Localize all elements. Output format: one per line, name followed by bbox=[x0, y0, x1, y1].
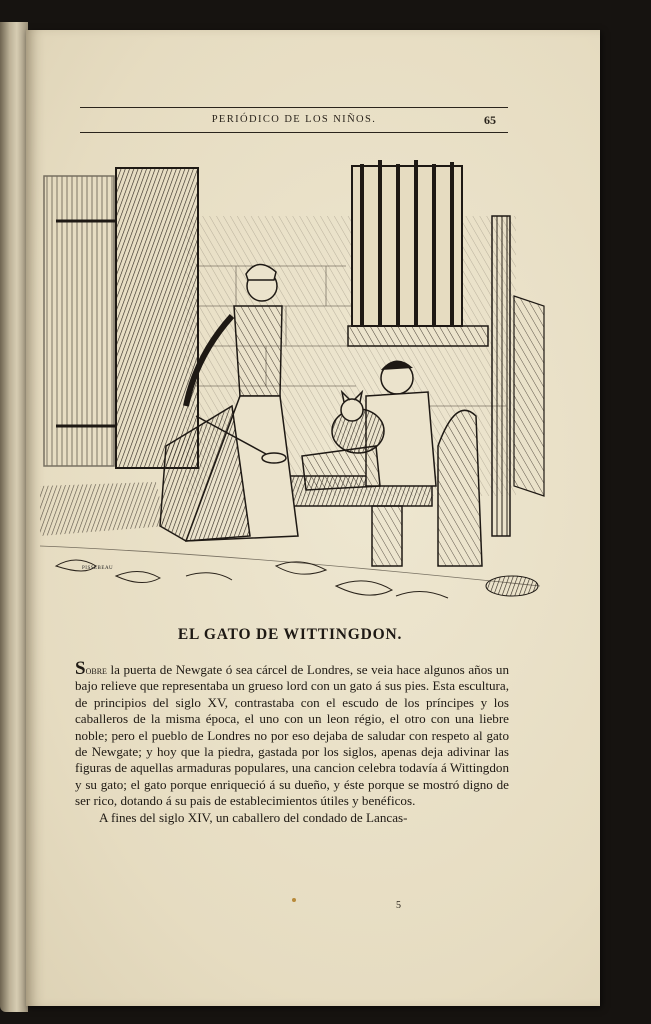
paragraph-1-text: la puerta de Newgate ó sea cárcel de Londres, se veia hace algunos años un bajo relieve que representaba un grueso lord con un gato á sus pies. Esta escultura, de principios del siglo XV, contrastaba con el escudo de los príncipes y los caballeros de la misma época, el uno con un leon régio, el otro con una liebre noble; pero el pueblo de Londres no por eso dejaba de saludar con respeto al gato de Newgate; y hoy que la piedra, gastada por los siglos, apenas deja adivinar las figuras de aquellas armaduras populares, una cancion celebra todavía á Wittingdon y su gato; el gato porque enriqueció á su dueño, y éste porque se mostró digno de ser rico, dotando á su pais de establecimientos útiles y benéficos. bbox=[75, 662, 509, 809]
engraving-art bbox=[36, 156, 548, 608]
signature-mark: 5 bbox=[396, 900, 401, 911]
book-page bbox=[26, 30, 600, 1006]
page-number: 65 bbox=[484, 113, 496, 127]
drop-cap: S bbox=[75, 658, 86, 679]
running-head: PERIÓDICO DE LOS NIÑOS. bbox=[211, 114, 377, 125]
paragraph-1 bbox=[75, 658, 509, 810]
paragraph-2: A fines del siglo XIV, un caballero del condado de Lancas- bbox=[99, 809, 408, 825]
header-rule-bottom bbox=[80, 132, 508, 133]
book-left-edge bbox=[0, 22, 28, 1012]
article-body bbox=[75, 658, 509, 826]
article-title: EL GATO DE WITTINGDON. bbox=[177, 626, 403, 643]
opening-word: obre bbox=[85, 663, 107, 677]
engraving-illustration bbox=[36, 156, 548, 608]
ink-spot bbox=[292, 898, 296, 902]
header-rule-top bbox=[80, 107, 508, 108]
engraver-signature: PISSEBEAU bbox=[82, 566, 114, 571]
